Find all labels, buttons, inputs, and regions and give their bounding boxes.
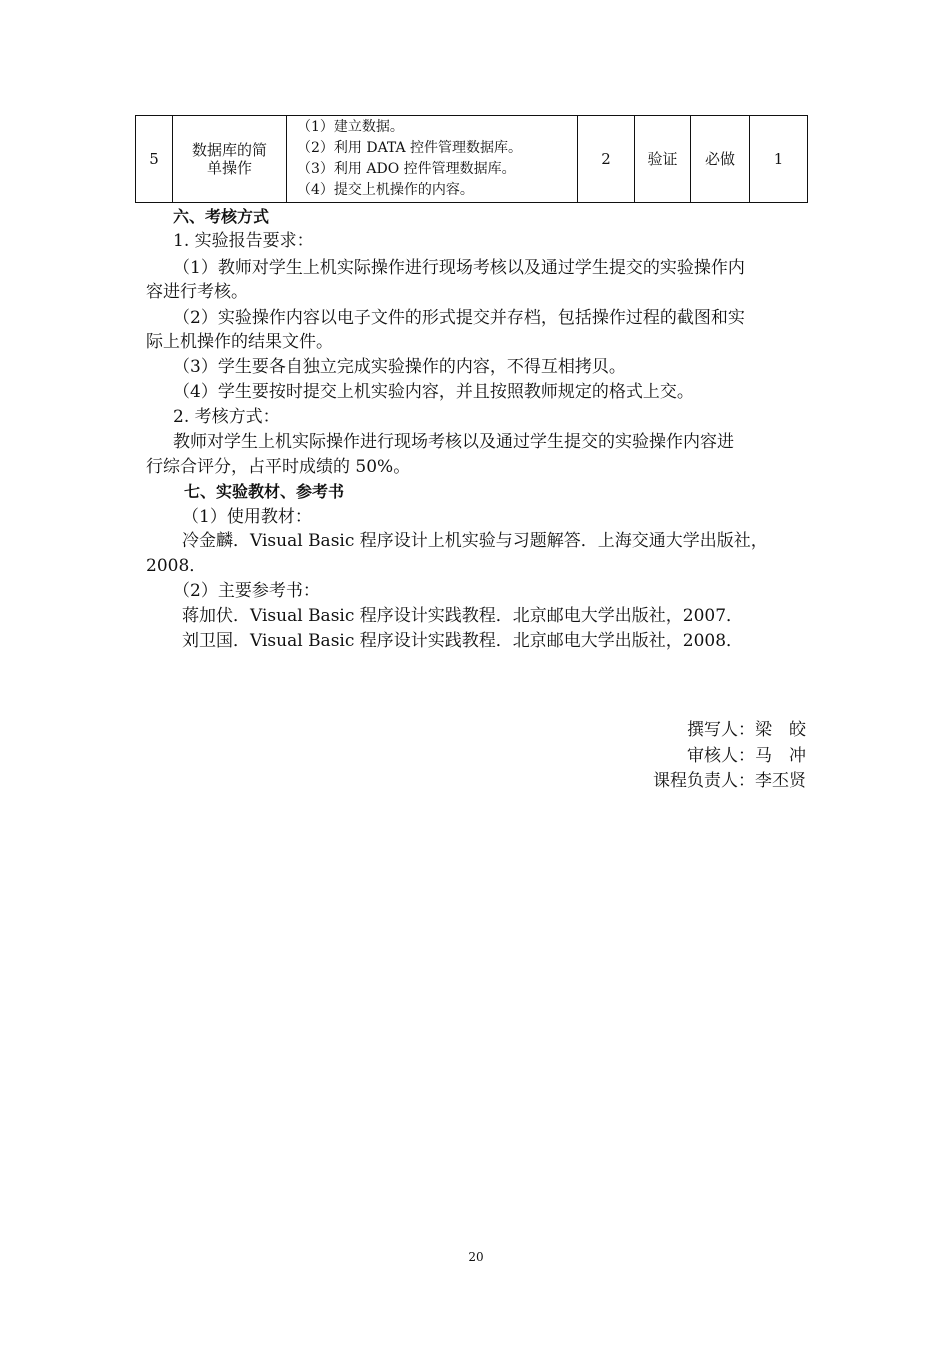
experiment-type: 验证 (635, 116, 691, 203)
content-item: （3）利用 ADO 控件管理数据库。 (297, 161, 516, 177)
table-row (136, 116, 808, 203)
paragraph-line: 容进行考核。 (146, 282, 248, 302)
paragraph-line: （1）教师对学生上机实际操作进行现场考核以及通过学生提交的实验操作内 (173, 258, 745, 278)
section7-heading: 七、实验教材、参考书 (184, 482, 345, 501)
experiment-name (173, 116, 287, 203)
paragraph-line: （4）学生要按时提交上机实验内容，并且按照教师规定的格式上交。 (173, 382, 694, 402)
paragraph-line: （2）实验操作内容以电子文件的形式提交并存档，包括操作过程的截图和实 (173, 308, 745, 328)
experiment-name-line1: 数据库的简 (191, 141, 267, 159)
reference-item: 蒋加伏．Visual Basic 程序设计实践教程．北京邮电大学出版社，2007． (182, 606, 744, 626)
experiment-groups: 1 (750, 116, 808, 203)
content-item: （2）利用 DATA 控件管理数据库。 (297, 140, 523, 156)
experiment-requirement: 必做 (691, 116, 750, 203)
experiment-name-line2: 单操作 (206, 159, 252, 177)
content-item: （4）提交上机操作的内容。 (297, 182, 474, 198)
reference-item: 刘卫国．Visual Basic 程序设计实践教程．北京邮电大学出版社，2008． (182, 631, 744, 651)
paragraph-line: 2008． (146, 556, 207, 576)
paragraph-line: 教师对学生上机实际操作进行现场考核以及通过学生提交的实验操作内容进 (173, 432, 734, 452)
content-item: （1）建立数据。 (297, 119, 404, 135)
paragraph-line: 行综合评分，占平时成绩的 50%。 (146, 457, 411, 477)
paragraph-line: 冷金麟．Visual Basic 程序设计上机实验与习题解答．上海交通大学出版社， (182, 531, 768, 551)
experiment-contents (287, 116, 578, 203)
signature-owner: 课程负责人：李丕贤 (653, 771, 806, 791)
page-number: 20 (468, 1250, 484, 1264)
section7-sub1: （1）使用教材： (182, 507, 312, 527)
experiment-number: 5 (136, 116, 173, 203)
section7-sub2: （2）主要参考书： (173, 581, 320, 601)
section6-heading: 六、考核方式 (173, 207, 270, 226)
experiment-table (135, 115, 808, 203)
signature-reviewer: 审核人：马 冲 (687, 746, 806, 766)
paragraph-line: 际上机操作的结果文件。 (146, 332, 333, 352)
experiment-hours: 2 (578, 116, 635, 203)
section6-sub1: 1. 实验报告要求： (173, 231, 314, 251)
signature-writer: 撰写人：梁 皎 (687, 720, 806, 740)
section6-sub2: 2. 考核方式： (173, 407, 280, 427)
paragraph-line: （3）学生要各自独立完成实验操作的内容，不得互相拷贝。 (173, 357, 626, 377)
